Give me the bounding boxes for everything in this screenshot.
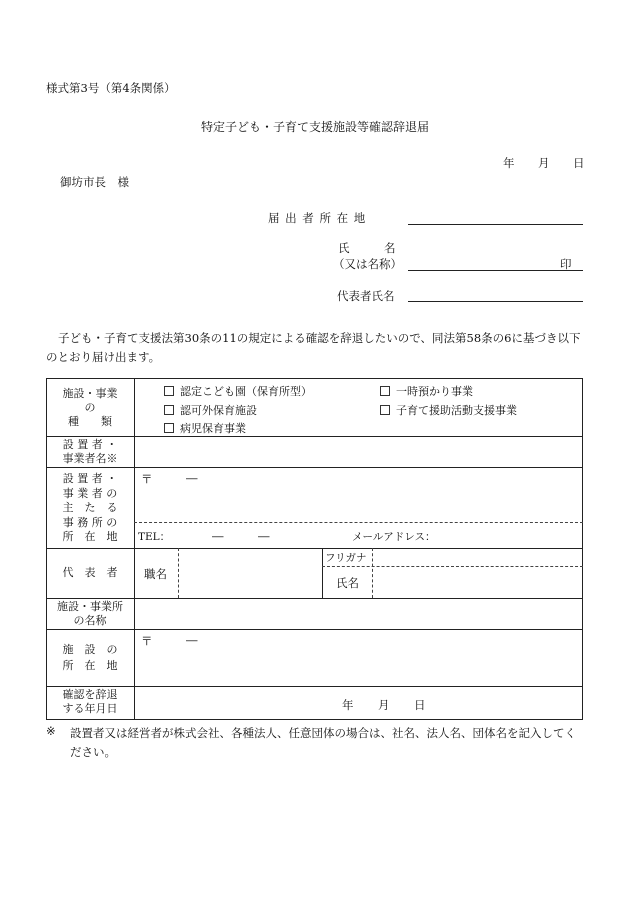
date-year: 年 <box>503 156 515 170</box>
job-title-dashed-divider <box>178 548 179 598</box>
note-mark: ※ <box>46 724 56 738</box>
checkbox-icon[interactable] <box>380 405 390 415</box>
office-address-label: 設 置 者 ・ 事 業 者 の 主 た る 事 務 所 の 所 在 地 <box>62 472 118 543</box>
rep-name-field[interactable] <box>374 568 581 596</box>
applicant-address-label: 届 出 者 所 在 地 <box>268 211 367 225</box>
representative-label: 代表者氏名 <box>337 289 395 303</box>
job-title-field[interactable] <box>180 550 320 596</box>
checkbox-icon[interactable] <box>164 405 174 415</box>
tel-dashed-divider <box>134 522 583 523</box>
facility-type-label: 施設・事業 の 種 類 <box>62 387 118 428</box>
body-text: 子ども・子育て支援法第30条の11の規定による確認を辞退したいので、同法第58条の6に基づき以下のとおり届け出ます。 <box>46 331 581 364</box>
furigana-dashed-divider <box>322 566 583 567</box>
row-divider <box>46 436 583 437</box>
email-label: メールアドレス： <box>352 531 436 543</box>
form-title: 特定子ども・子育て支援施設等確認辞退届 <box>200 120 429 134</box>
date-month: 月 <box>538 156 550 170</box>
job-title-label: 職名 <box>144 567 167 581</box>
withdraw-day: 日 <box>414 698 426 712</box>
tel-dash-1: ― <box>212 529 224 543</box>
option-family-support[interactable]: 子育て援助活動支援事業 <box>380 402 517 418</box>
option-sick-child-care[interactable]: 病児保育事業 <box>164 420 246 436</box>
date-day: 日 <box>573 156 585 170</box>
operator-name-field[interactable] <box>136 438 581 466</box>
representative-line[interactable] <box>408 301 583 302</box>
tel-dash-2: ― <box>258 529 270 543</box>
rep-name-divider <box>322 548 323 598</box>
furigana-label: フリガナ <box>325 552 367 564</box>
withdraw-year: 年 <box>342 698 354 712</box>
withdraw-date-label: 確認を辞退 する年月日 <box>62 688 118 715</box>
facility-name-field[interactable] <box>136 600 581 628</box>
name-dashed-divider <box>372 548 373 598</box>
row-divider <box>46 686 583 687</box>
option-certified-kodomoen[interactable]: 認定こども園（保育所型） <box>164 383 312 399</box>
postal-mark: 〒 <box>141 472 153 486</box>
facility-name-label: 施設・事業所 の名称 <box>57 600 123 627</box>
facility-address-label: 施 設 の 所 在 地 <box>62 643 118 672</box>
applicant-name-line[interactable] <box>408 270 583 271</box>
row-divider <box>46 467 583 468</box>
seal-mark: 印 <box>560 257 572 271</box>
facility-address-field[interactable] <box>136 631 581 685</box>
withdraw-month: 月 <box>378 698 390 712</box>
rep-name-label: 氏名 <box>336 576 359 590</box>
note-text: 設置者又は経営者が株式会社、各種法人、任意団体の場合は、社名、法人名、団体名を記入してください。 <box>70 726 576 759</box>
row-divider <box>46 598 583 599</box>
row-divider <box>46 629 583 630</box>
facility-postal-dash: ― <box>186 633 198 647</box>
addressee: 御坊市長 様 <box>60 175 129 189</box>
applicant-address-line[interactable] <box>408 224 583 225</box>
option-unlicensed-nursery[interactable]: 認可外保育施設 <box>164 402 257 418</box>
row-divider <box>46 548 583 549</box>
option-temporary-care[interactable]: 一時預かり事業 <box>380 383 473 399</box>
applicant-name-alt-label: （又は名称） <box>333 257 402 271</box>
checkbox-icon[interactable] <box>164 386 174 396</box>
checkbox-icon[interactable] <box>164 423 174 433</box>
tel-label: TEL： <box>138 531 171 543</box>
applicant-name-label: 氏 名 <box>338 241 396 255</box>
representative-row-label: 代 表 者 <box>62 566 118 579</box>
facility-postal-mark: 〒 <box>141 634 153 648</box>
label-column-divider <box>134 378 135 720</box>
checkbox-icon[interactable] <box>380 386 390 396</box>
form-number: 様式第3号（第4条関係） <box>46 81 176 95</box>
office-address-field[interactable] <box>136 470 581 520</box>
operator-name-label: 設 置 者 ・ 事業者名※ <box>62 438 118 465</box>
postal-dash: ― <box>186 471 198 485</box>
